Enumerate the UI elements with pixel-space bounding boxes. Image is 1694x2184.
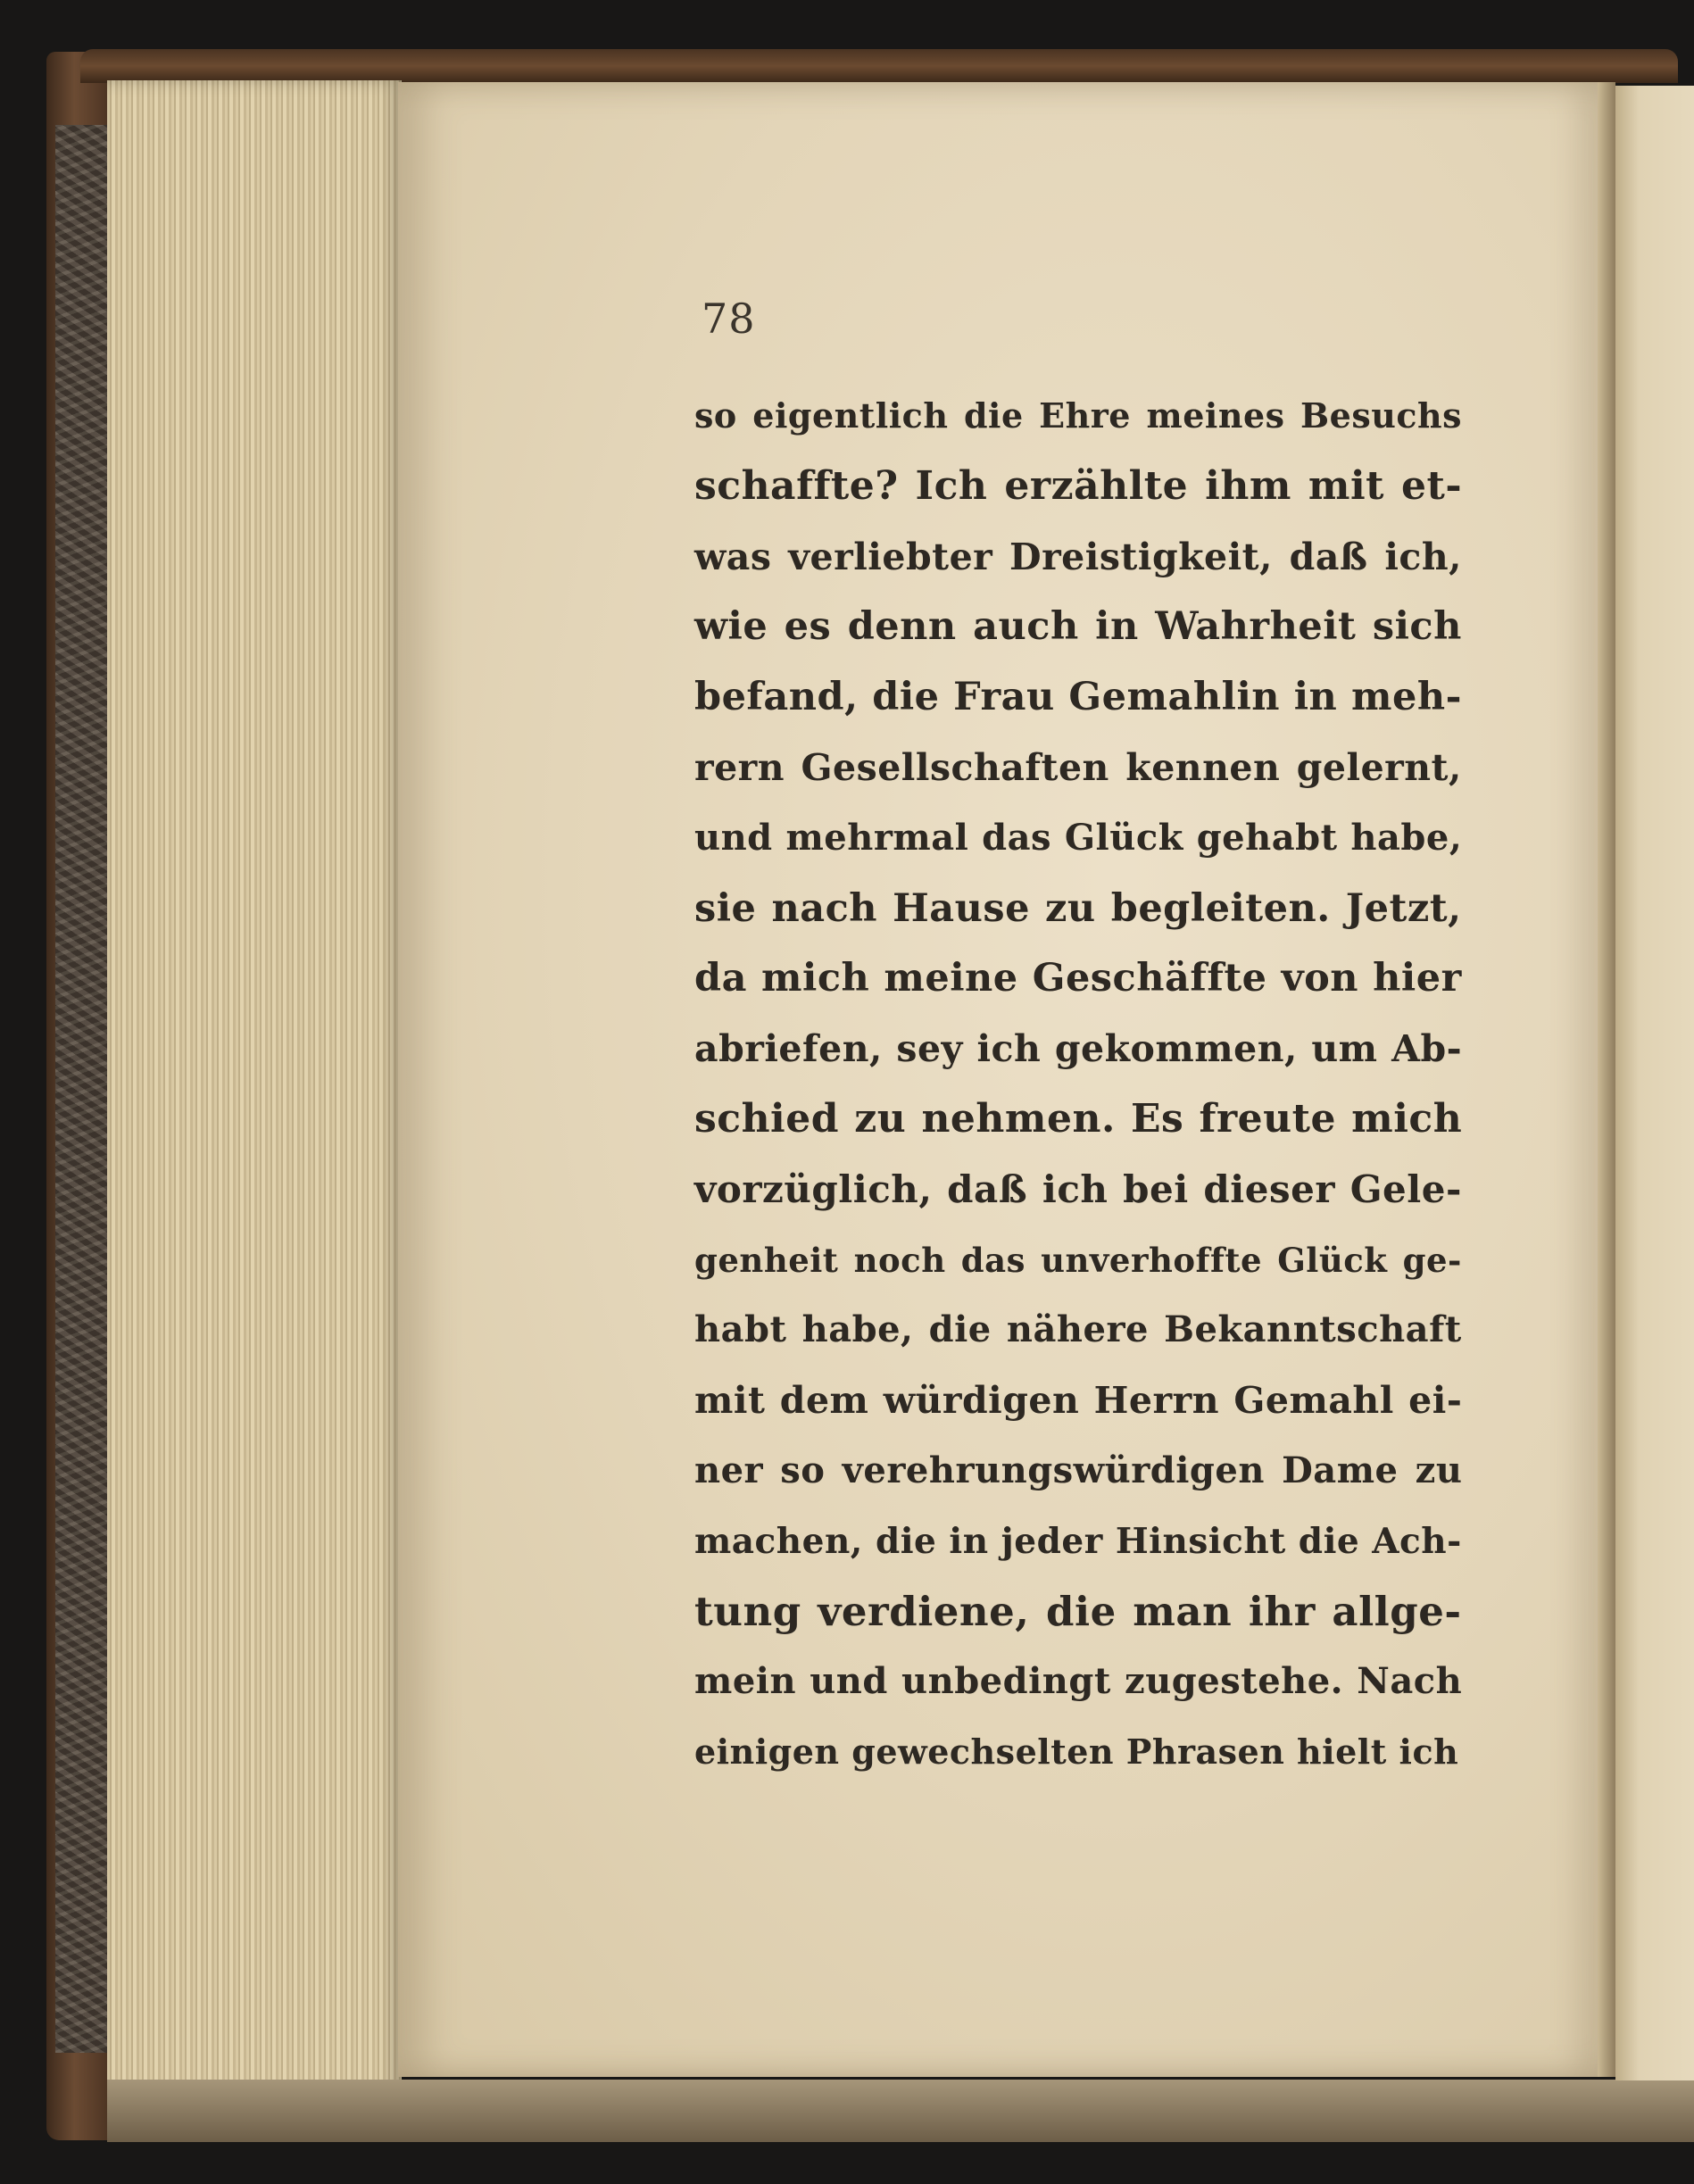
text-line-content: rern Gesellschaften kennen gelernt, bbox=[694, 745, 1462, 789]
page-gutter bbox=[1598, 82, 1615, 2077]
page-block-edges bbox=[107, 80, 402, 2133]
text-line-content: habt habe, die nähere Bekanntschaft bbox=[694, 1308, 1462, 1351]
text-line-content: schaffte? Ich erzählte ihm mit et- bbox=[694, 462, 1463, 509]
text-line bbox=[694, 1717, 1462, 1788]
page-number: 78 bbox=[702, 295, 756, 343]
text-line bbox=[694, 592, 1462, 662]
text-line bbox=[694, 1647, 1462, 1717]
text-line bbox=[694, 1366, 1462, 1436]
book-cover-top-edge bbox=[80, 49, 1678, 83]
text-line bbox=[694, 1225, 1462, 1296]
text-line bbox=[694, 1577, 1462, 1648]
text-line bbox=[694, 1507, 1462, 1577]
text-line bbox=[694, 1436, 1462, 1507]
text-line-content: und mehrmal das Glück gehabt habe, bbox=[694, 816, 1463, 859]
text-line bbox=[694, 1084, 1462, 1155]
text-line-content: tung verdiene, die man ihr allge- bbox=[694, 1587, 1462, 1635]
text-line-content: schied zu nehmen. Es freute mich bbox=[694, 1095, 1463, 1142]
text-line bbox=[694, 733, 1462, 803]
page-block-bottom bbox=[107, 2080, 1694, 2142]
text-line-content: da mich meine Geschäffte von hier bbox=[694, 956, 1462, 1001]
text-line-content: so eigentlich die Ehre meines Besuchs bbox=[694, 395, 1463, 436]
text-line bbox=[694, 803, 1462, 874]
text-line-content: befand, die Frau Gemahlin in meh- bbox=[694, 675, 1462, 720]
text-line-content: wie es denn auch in Wahrheit sich bbox=[694, 604, 1462, 650]
text-line bbox=[694, 1014, 1462, 1084]
facing-page-edge bbox=[1615, 86, 1694, 2080]
text-line-content: machen, die in jeder Hinsicht die Ach- bbox=[694, 1520, 1462, 1562]
text-line-content: mit dem würdigen Herrn Gemahl ei- bbox=[694, 1379, 1463, 1423]
text-line bbox=[694, 943, 1462, 1014]
text-line bbox=[694, 1155, 1462, 1225]
text-line bbox=[694, 662, 1462, 733]
text-line-content: genheit noch das unverhoffte Glück ge- bbox=[694, 1240, 1462, 1280]
text-line bbox=[694, 381, 1462, 452]
text-line bbox=[694, 874, 1462, 944]
text-line-content: ner so verehrungswürdigen Dame zu bbox=[694, 1449, 1463, 1491]
text-line-content: mein und unbedingt zugestehe. Nach bbox=[694, 1660, 1463, 1703]
text-line-content: abriefen, sey ich gekommen, um Ab- bbox=[694, 1027, 1463, 1071]
text-line bbox=[694, 522, 1462, 593]
text-line-content: sie nach Hause zu begleiten. Jetzt, bbox=[694, 885, 1462, 931]
text-line-content: vorzüglich, daß ich bei dieser Gele- bbox=[694, 1167, 1462, 1211]
text-line-content: einigen gewechselten Phrasen hielt ich bbox=[694, 1731, 1459, 1773]
text-line bbox=[694, 452, 1462, 522]
page-text bbox=[694, 381, 1462, 1788]
text-line-content: was verliebter Dreistigkeit, daß ich, bbox=[694, 535, 1462, 578]
text-line bbox=[694, 1295, 1462, 1366]
